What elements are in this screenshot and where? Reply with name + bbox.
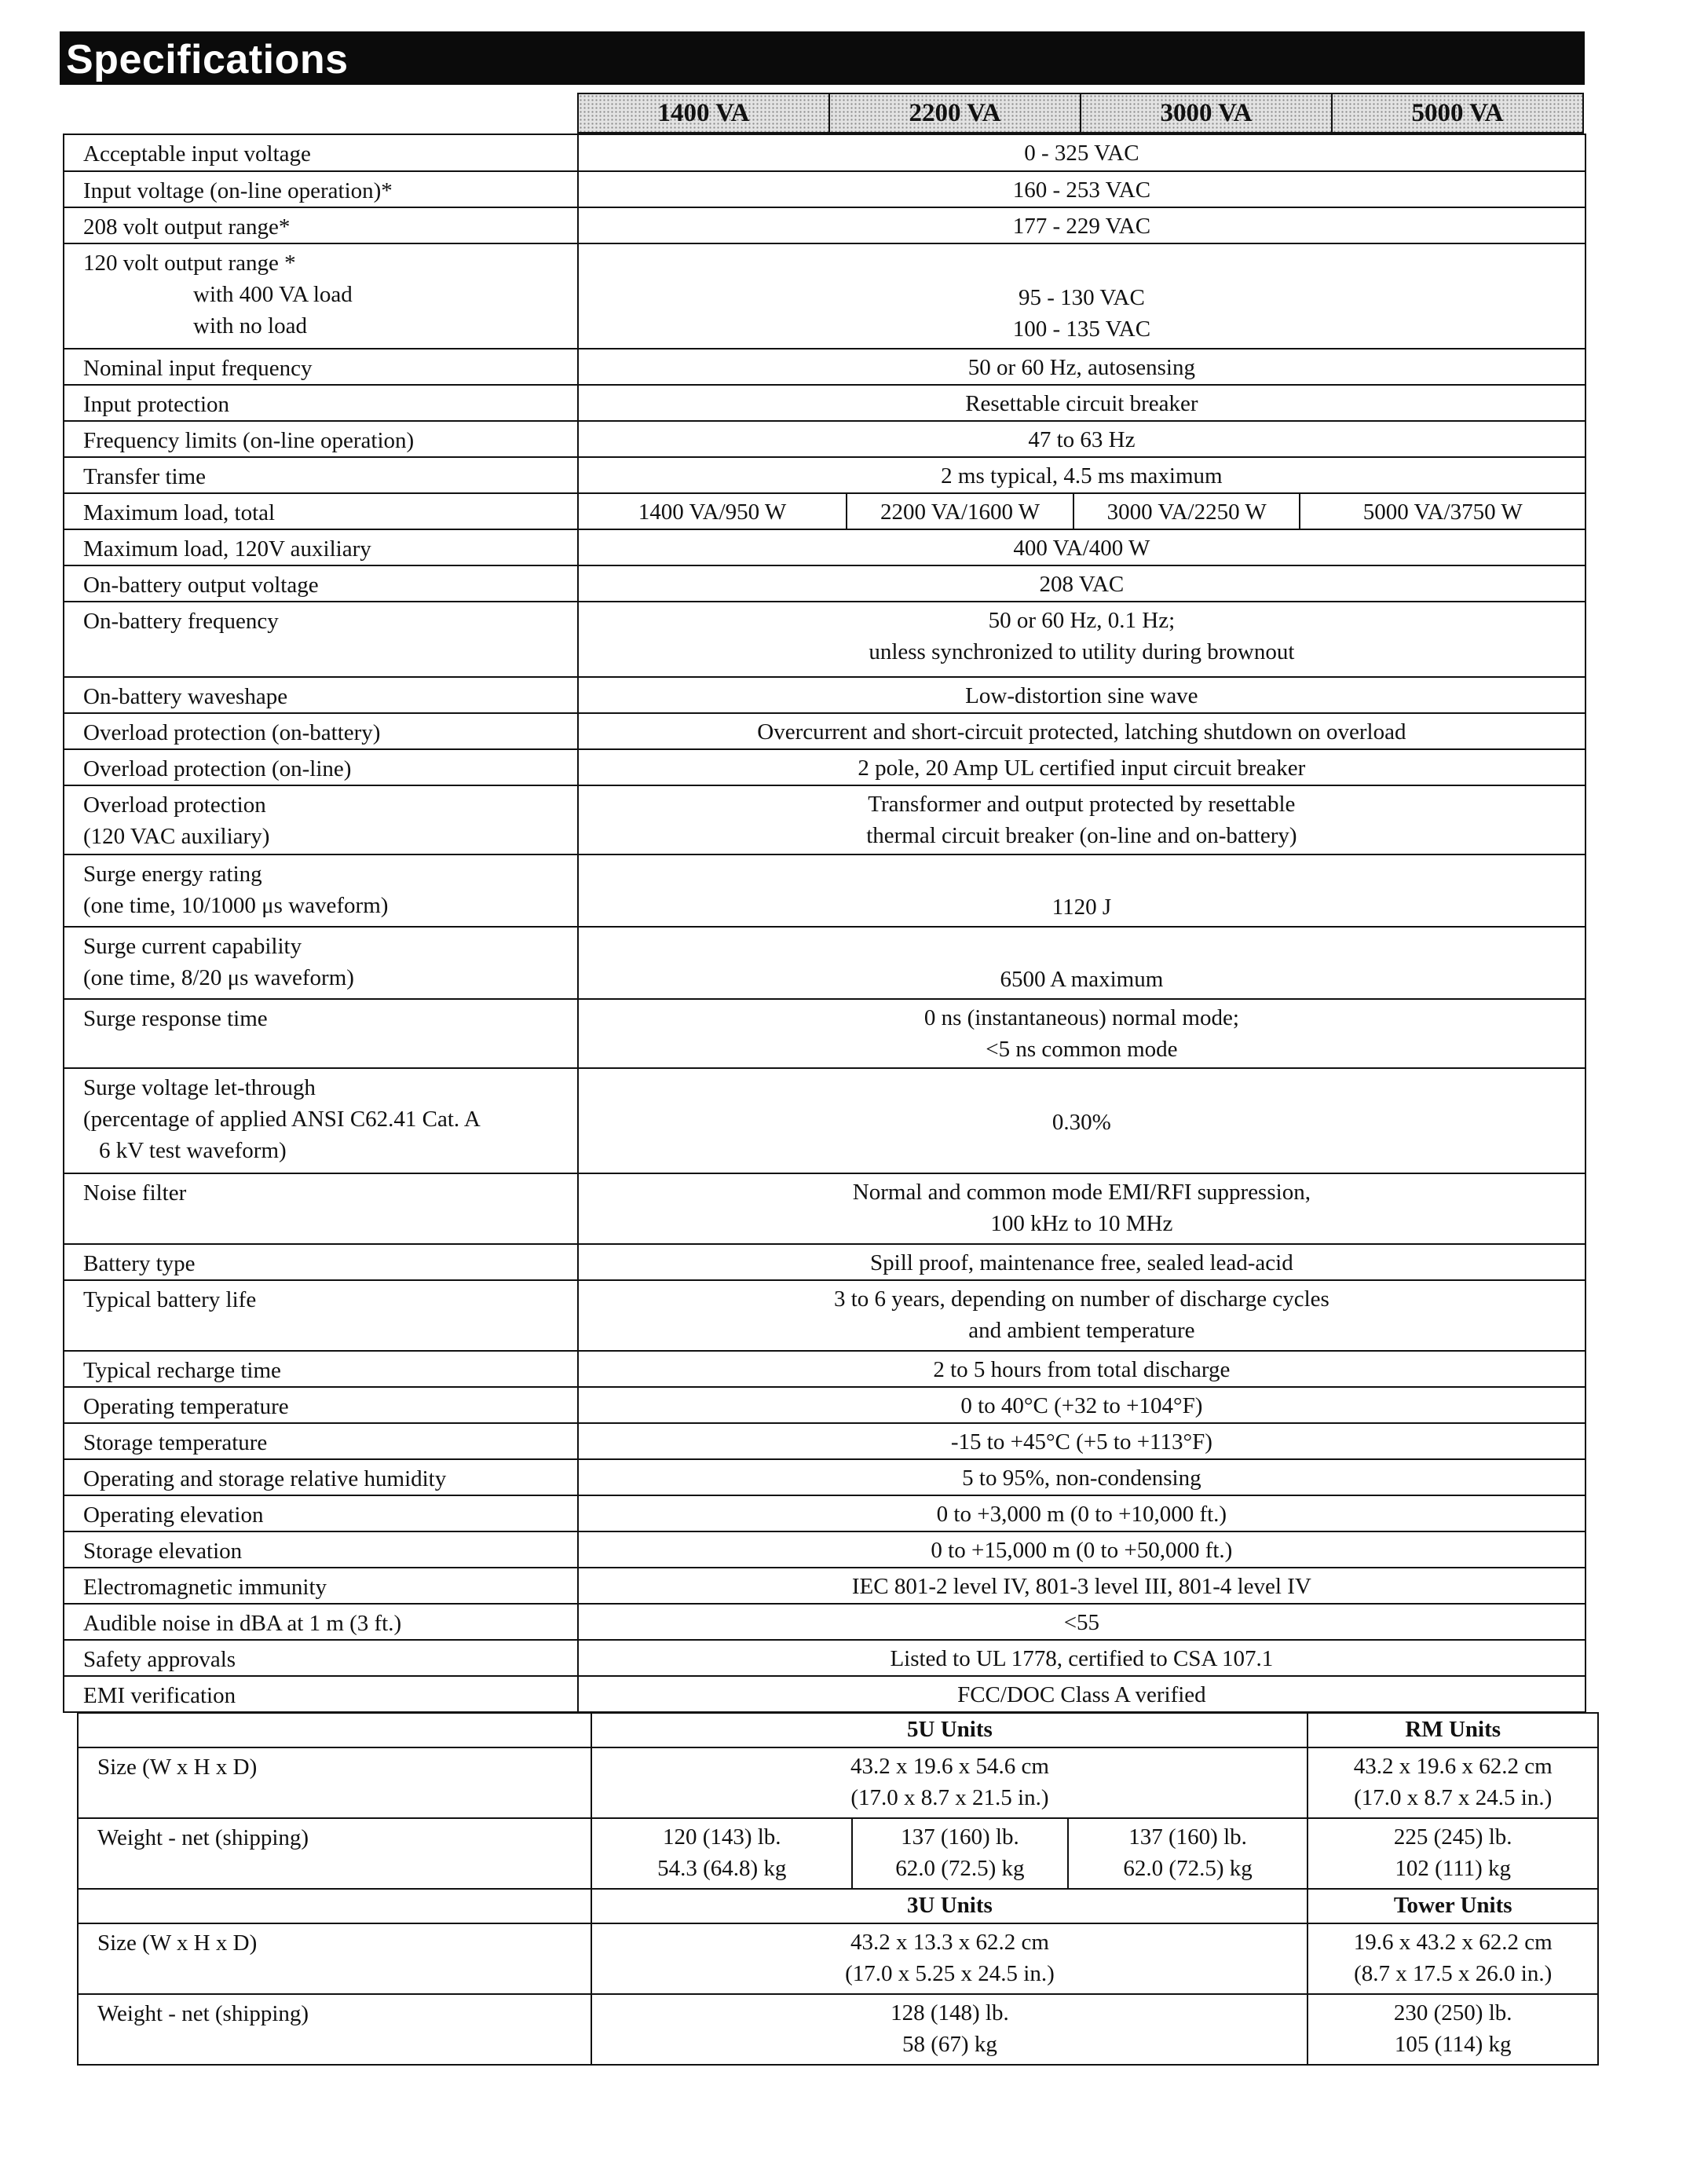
row-value-line: Transformer and output protected by resettable	[868, 792, 1296, 817]
row-value: Overcurrent and short-circuit protected, latching shutdown on overload	[578, 713, 1585, 749]
row-value: 0 to 40°C (+32 to +104°F)	[578, 1387, 1585, 1423]
row-value	[578, 999, 1585, 1068]
row-value: 177 - 229 VAC	[578, 207, 1585, 243]
row-label: On-battery frequency	[64, 602, 578, 677]
row-label	[64, 243, 578, 349]
row-value: 0 to +15,000 m (0 to +50,000 ft.)	[578, 1531, 1585, 1568]
row-value	[578, 1280, 1585, 1351]
table-row	[64, 171, 1585, 207]
row-value: -15 to +45°C (+5 to +113°F)	[578, 1423, 1585, 1459]
column-header-row	[577, 93, 1584, 134]
row-value-line: (17.0 x 8.7 x 24.5 in.)	[1354, 1785, 1553, 1810]
row-value-line: 128 (148) lb.	[891, 2000, 1009, 2025]
row-label: On-battery output voltage	[64, 565, 578, 602]
row-label	[64, 1068, 578, 1173]
row-value-line: 100 kHz to 10 MHz	[990, 1211, 1173, 1236]
table-row	[64, 1173, 1585, 1244]
row-value: 2 pole, 20 Amp UL certified input circuit breaker	[578, 749, 1585, 785]
row-value-line: 62.0 (72.5) kg	[895, 1856, 1025, 1881]
row-value-line: 19.6 x 43.2 x 62.2 cm	[1353, 1930, 1553, 1955]
table-row	[64, 1459, 1585, 1495]
row-value	[1308, 1818, 1598, 1889]
units-table	[77, 1712, 1599, 2066]
table-row	[64, 999, 1585, 1068]
column-header-2200va: 2200 VA	[830, 94, 1081, 132]
table-row	[64, 493, 1585, 529]
row-label	[64, 785, 578, 854]
group-header: 3U Units	[591, 1889, 1308, 1923]
table-row	[64, 529, 1585, 565]
column-header-3000va: 3000 VA	[1081, 94, 1333, 132]
row-label: Operating elevation	[64, 1495, 578, 1531]
table-row	[64, 385, 1585, 421]
row-label-line: (percentage of applied ANSI C62.41 Cat. A	[83, 1107, 481, 1132]
row-value	[1308, 1747, 1598, 1818]
row-label: Input voltage (on-line operation)*	[64, 171, 578, 207]
row-value: 0 - 325 VAC	[578, 134, 1585, 171]
row-label: Storage temperature	[64, 1423, 578, 1459]
table-row	[64, 1531, 1585, 1568]
row-label: Operating temperature	[64, 1387, 578, 1423]
row-label: Transfer time	[64, 457, 578, 493]
row-value-line: 43.2 x 19.6 x 62.2 cm	[1353, 1754, 1553, 1779]
table-row	[64, 1423, 1585, 1459]
row-value: <55	[578, 1604, 1585, 1640]
group-header: Tower Units	[1308, 1889, 1598, 1923]
row-value	[578, 1173, 1585, 1244]
row-sublabel: with 400 VA load	[193, 282, 353, 307]
row-label: Surge response time	[64, 999, 578, 1068]
row-value: 0 to +3,000 m (0 to +10,000 ft.)	[578, 1495, 1585, 1531]
row-label-line: 120 volt output range *	[83, 251, 296, 276]
table-row	[64, 243, 1585, 349]
row-value-line: 3 to 6 years, depending on number of discharge cycles	[833, 1286, 1329, 1312]
table-row	[78, 1994, 1598, 2065]
row-label	[64, 854, 578, 927]
table-row	[64, 1068, 1585, 1173]
row-value-line: <5 ns common mode	[986, 1037, 1178, 1062]
row-label: Typical recharge time	[64, 1351, 578, 1387]
row-value: 3000 VA/2250 W	[1073, 493, 1300, 529]
row-value: 5 to 95%, non-condensing	[578, 1459, 1585, 1495]
row-label: Typical battery life	[64, 1280, 578, 1351]
row-label: Weight - net (shipping)	[78, 1994, 591, 2065]
table-row	[78, 1713, 1598, 1747]
table-row	[64, 1244, 1585, 1280]
row-label-line: (120 VAC auxiliary)	[83, 824, 270, 849]
group-header: RM Units	[1308, 1713, 1598, 1747]
table-row	[64, 134, 1585, 171]
row-value: 47 to 63 Hz	[578, 421, 1585, 457]
row-value-line: 43.2 x 13.3 x 62.2 cm	[850, 1930, 1049, 1955]
row-value: 400 VA/400 W	[578, 529, 1585, 565]
row-label-line: 6 kV test waveform)	[99, 1138, 287, 1163]
table-row	[64, 927, 1585, 999]
table-row	[78, 1747, 1598, 1818]
row-value-line: (17.0 x 5.25 x 24.5 in.)	[845, 1961, 1055, 1986]
row-value-line: thermal circuit breaker (on-line and on-battery)	[866, 823, 1297, 848]
title-bar	[60, 31, 1585, 85]
row-value	[591, 1994, 1308, 2065]
row-label	[64, 927, 578, 999]
row-label: 208 volt output range*	[64, 207, 578, 243]
table-row	[64, 421, 1585, 457]
row-value-line: 54.3 (64.8) kg	[657, 1856, 787, 1881]
row-label: Audible noise in dBA at 1 m (3 ft.)	[64, 1604, 578, 1640]
row-label-line: (one time, 10/1000 μs waveform)	[83, 893, 389, 918]
table-row	[78, 1923, 1598, 1994]
row-value	[578, 785, 1585, 854]
table-row	[64, 1640, 1585, 1676]
row-label: Safety approvals	[64, 1640, 578, 1676]
row-value-line: 137 (160) lb.	[901, 1824, 1019, 1850]
row-value-line: 50 or 60 Hz, 0.1 Hz;	[988, 608, 1176, 633]
row-label: Maximum load, total	[64, 493, 578, 529]
row-label: On-battery waveshape	[64, 677, 578, 713]
row-label: Storage elevation	[64, 1531, 578, 1568]
row-value-line: 105 (114) kg	[1394, 2032, 1512, 2057]
table-row	[64, 1495, 1585, 1531]
row-label-line: Overload protection	[83, 792, 266, 818]
group-header: 5U Units	[591, 1713, 1308, 1747]
row-value-line: 137 (160) lb.	[1128, 1824, 1247, 1850]
row-label: Input protection	[64, 385, 578, 421]
row-value-line: Normal and common mode EMI/RFI suppression,	[852, 1180, 1311, 1205]
row-value	[1308, 1994, 1598, 2065]
row-value: 2 ms typical, 4.5 ms maximum	[578, 457, 1585, 493]
row-value: 2200 VA/1600 W	[847, 493, 1073, 529]
row-label-line: Surge current capability	[83, 934, 302, 959]
table-row	[64, 749, 1585, 785]
row-value	[1308, 1923, 1598, 1994]
row-label: Size (W x H x D)	[78, 1747, 591, 1818]
row-value	[591, 1747, 1308, 1818]
row-value: Low-distortion sine wave	[578, 677, 1585, 713]
row-value: 2 to 5 hours from total discharge	[578, 1351, 1585, 1387]
row-value	[578, 602, 1585, 677]
table-row	[64, 349, 1585, 385]
row-value-line: 120 (143) lb.	[662, 1824, 781, 1850]
table-row	[64, 1387, 1585, 1423]
row-label-line: (one time, 8/20 μs waveform)	[83, 965, 354, 990]
row-value-line: 225 (245) lb.	[1393, 1824, 1512, 1850]
row-value: 50 or 60 Hz, autosensing	[578, 349, 1585, 385]
row-value-line: 230 (250) lb.	[1393, 2000, 1512, 2025]
row-value: 5000 VA/3750 W	[1300, 493, 1585, 529]
table-row	[64, 677, 1585, 713]
row-value: 6500 A maximum	[578, 927, 1585, 999]
row-label: Frequency limits (on-line operation)	[64, 421, 578, 457]
row-value	[852, 1818, 1068, 1889]
row-value: Resettable circuit breaker	[578, 385, 1585, 421]
row-value: Spill proof, maintenance free, sealed lead-acid	[578, 1244, 1585, 1280]
row-value-line: 100 - 135 VAC	[1012, 317, 1151, 342]
row-value: 160 - 253 VAC	[578, 171, 1585, 207]
row-value	[591, 1923, 1308, 1994]
row-value: Listed to UL 1778, certified to CSA 107.1	[578, 1640, 1585, 1676]
table-row	[64, 457, 1585, 493]
column-header-1400va: 1400 VA	[579, 94, 830, 132]
table-row	[64, 785, 1585, 854]
row-value-line: 43.2 x 19.6 x 54.6 cm	[850, 1754, 1049, 1779]
row-label: Maximum load, 120V auxiliary	[64, 529, 578, 565]
row-label: Acceptable input voltage	[64, 134, 578, 171]
row-label: Overload protection (on-battery)	[64, 713, 578, 749]
row-value-line: 0 ns (instantaneous) normal mode;	[923, 1005, 1239, 1030]
row-value: IEC 801-2 level IV, 801-3 level III, 801-4 level IV	[578, 1568, 1585, 1604]
row-value: 208 VAC	[578, 565, 1585, 602]
table-row	[64, 1280, 1585, 1351]
table-row	[64, 1604, 1585, 1640]
row-value-line: 95 - 130 VAC	[1018, 285, 1145, 310]
row-label: Battery type	[64, 1244, 578, 1280]
row-value: 1120 J	[578, 854, 1585, 927]
row-value-line: unless synchronized to utility during brownout	[869, 639, 1295, 664]
row-label-line: Surge energy rating	[83, 862, 262, 887]
spec-table	[63, 134, 1586, 1713]
row-sublabel: with no load	[193, 313, 307, 338]
page-title: Specifications	[66, 37, 349, 82]
table-row	[64, 713, 1585, 749]
row-value-line: (8.7 x 17.5 x 26.0 in.)	[1354, 1961, 1553, 1986]
row-value-line: and ambient temperature	[968, 1318, 1195, 1343]
blank-cell	[78, 1889, 591, 1923]
table-row	[64, 1676, 1585, 1712]
row-value-line: 58 (67) kg	[902, 2032, 997, 2057]
row-value	[1068, 1818, 1308, 1889]
table-row	[64, 1351, 1585, 1387]
table-row	[64, 1568, 1585, 1604]
row-value: 0.30%	[578, 1068, 1585, 1173]
table-row	[64, 207, 1585, 243]
row-label: Noise filter	[64, 1173, 578, 1244]
row-value	[578, 243, 1585, 349]
table-row	[78, 1889, 1598, 1923]
row-value-line: 102 (111) kg	[1395, 1856, 1512, 1881]
row-value: 1400 VA/950 W	[578, 493, 847, 529]
column-header-5000va: 5000 VA	[1411, 99, 1504, 127]
row-label-line: Surge voltage let-through	[83, 1075, 316, 1100]
row-label: Size (W x H x D)	[78, 1923, 591, 1994]
row-label: Nominal input frequency	[64, 349, 578, 385]
row-value-line: 62.0 (72.5) kg	[1123, 1856, 1253, 1881]
table-row	[64, 565, 1585, 602]
row-label: Overload protection (on-line)	[64, 749, 578, 785]
row-label: EMI verification	[64, 1676, 578, 1712]
row-value: FCC/DOC Class A verified	[578, 1676, 1585, 1712]
blank-cell	[78, 1713, 591, 1747]
row-value-line: (17.0 x 8.7 x 21.5 in.)	[850, 1785, 1049, 1810]
row-label: Electromagnetic immunity	[64, 1568, 578, 1604]
table-row	[78, 1818, 1598, 1889]
table-row	[64, 854, 1585, 927]
table-row	[64, 602, 1585, 677]
row-value	[591, 1818, 852, 1889]
row-label: Operating and storage relative humidity	[64, 1459, 578, 1495]
row-label: Weight - net (shipping)	[78, 1818, 591, 1889]
